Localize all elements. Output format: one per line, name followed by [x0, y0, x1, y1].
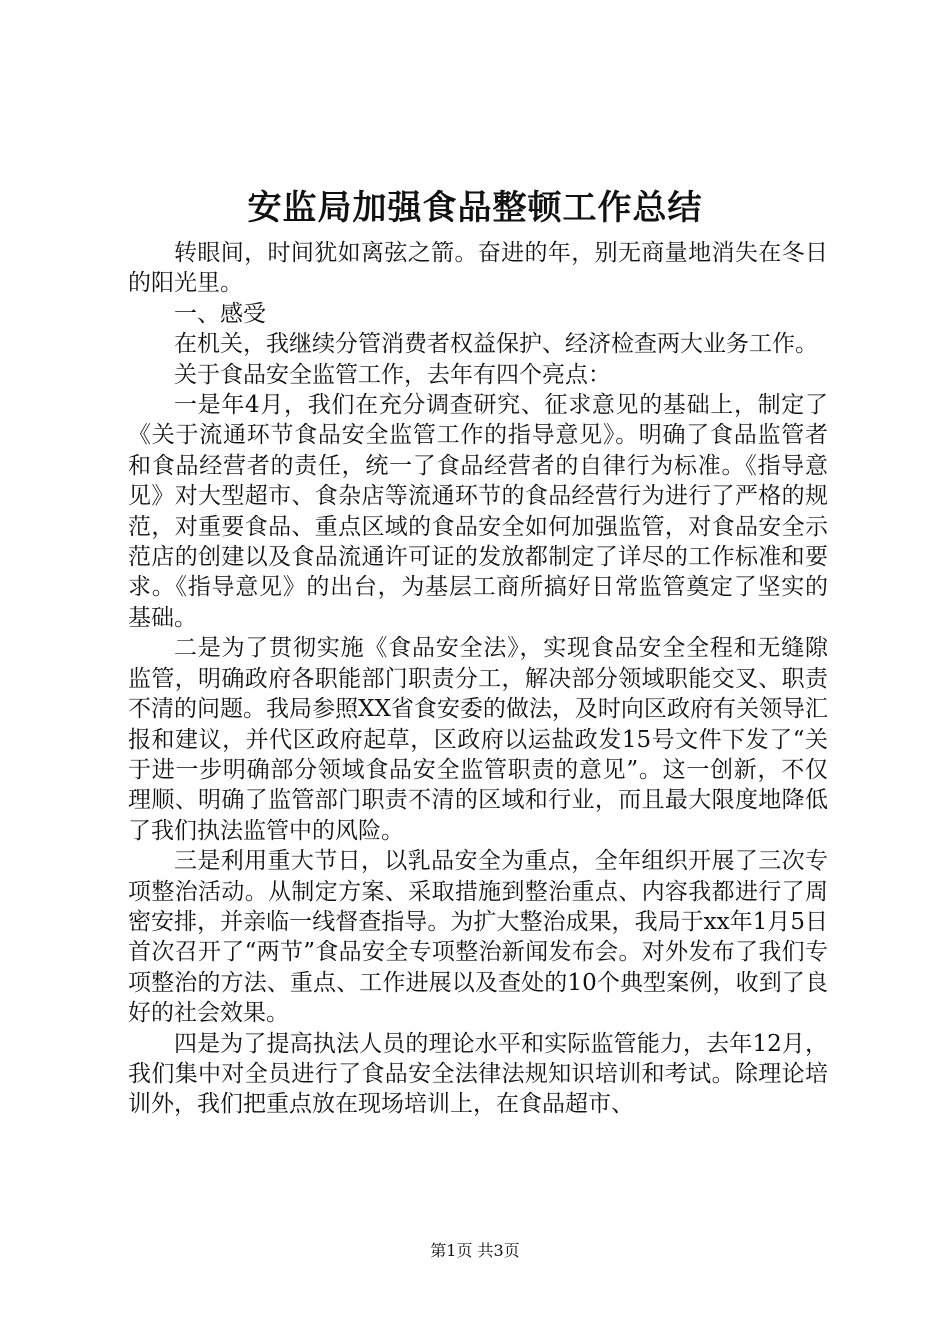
paragraph-highlight-one: 一是年4月，我们在充分调查研究、征求意见的基础上，制定了《关于流通环节食品安全监管工作的指导意见》。明确了食品监管者和食品经营者的责任，统一了食品经营者的自律行为标准。《指导意见》对大型超市、食杂店等流通环节的食品经营行为进行了严格的规范，对重要食品、重点区域的食品安全如何加强监管，对食品安全示范店的创建以及食品流通许可证的发放都制定了详尽的工作标准和要求。《指导意见》的出台，为基层工商所搞好日常监管奠定了坚实的基础。 [128, 392, 828, 631]
paragraph-duties: 在机关，我继续分管消费者权益保护、经济检查两大业务工作。 [174, 331, 818, 358]
page-number-footer: 第1页 共3页 [430, 1241, 520, 1260]
paragraph-highlights-intro: 关于食品安全监管工作，去年有四个亮点： [174, 361, 611, 388]
paragraph-highlight-three: 三是利用重大节日，以乳品安全为重点，全年组织开展了三次专项整治活动。从制定方案、采取措施到整治重点、内容我都进行了周密安排，并亲临一线督查指导。为扩大整治成果，我局于xx年1月5日首次召开了“两节”食品安全专项整治新闻发布会。对外发布了我们专项整治的方法、重点、工作进展以及查处的10个典型案例，收到了良好的社会效果。 [128, 848, 828, 1027]
section-heading-feelings: 一、感受 [174, 300, 266, 327]
document-title: 安监局加强食品整顿工作总结 [247, 188, 703, 228]
paragraph-intro: 转眼间，时间犹如离弦之箭。奋进的年，别无商量地消失在冬日的阳光里。 [128, 240, 828, 297]
document-body [128, 238, 828, 1120]
paragraph-highlight-four: 四是为了提高执法人员的理论水平和实际监管能力，去年12月，我们集中对全员进行了食品安全法律法规知识培训和考试。除理论培训外，我们把重点放在现场培训上，在食品超市、 [128, 1030, 828, 1118]
paragraph-highlight-two: 二是为了贯彻实施《食品安全法》，实现食品安全全程和无缝隙监管，明确政府各职能部门职责分工，解决部分领域职能交叉、职责不清的问题。我局参照XX省食安委的做法，及时向区政府有关领导汇报和建议，并代区政府起草，区政府以运盐政发15号文件下发了“关于进一步明确部分领域食品安全监管职责的意见”。这一创新，不仅理顺、明确了监管部门职责不清的区域和行业，而且最大限度地降低了我们执法监管中的风险。 [128, 635, 828, 844]
